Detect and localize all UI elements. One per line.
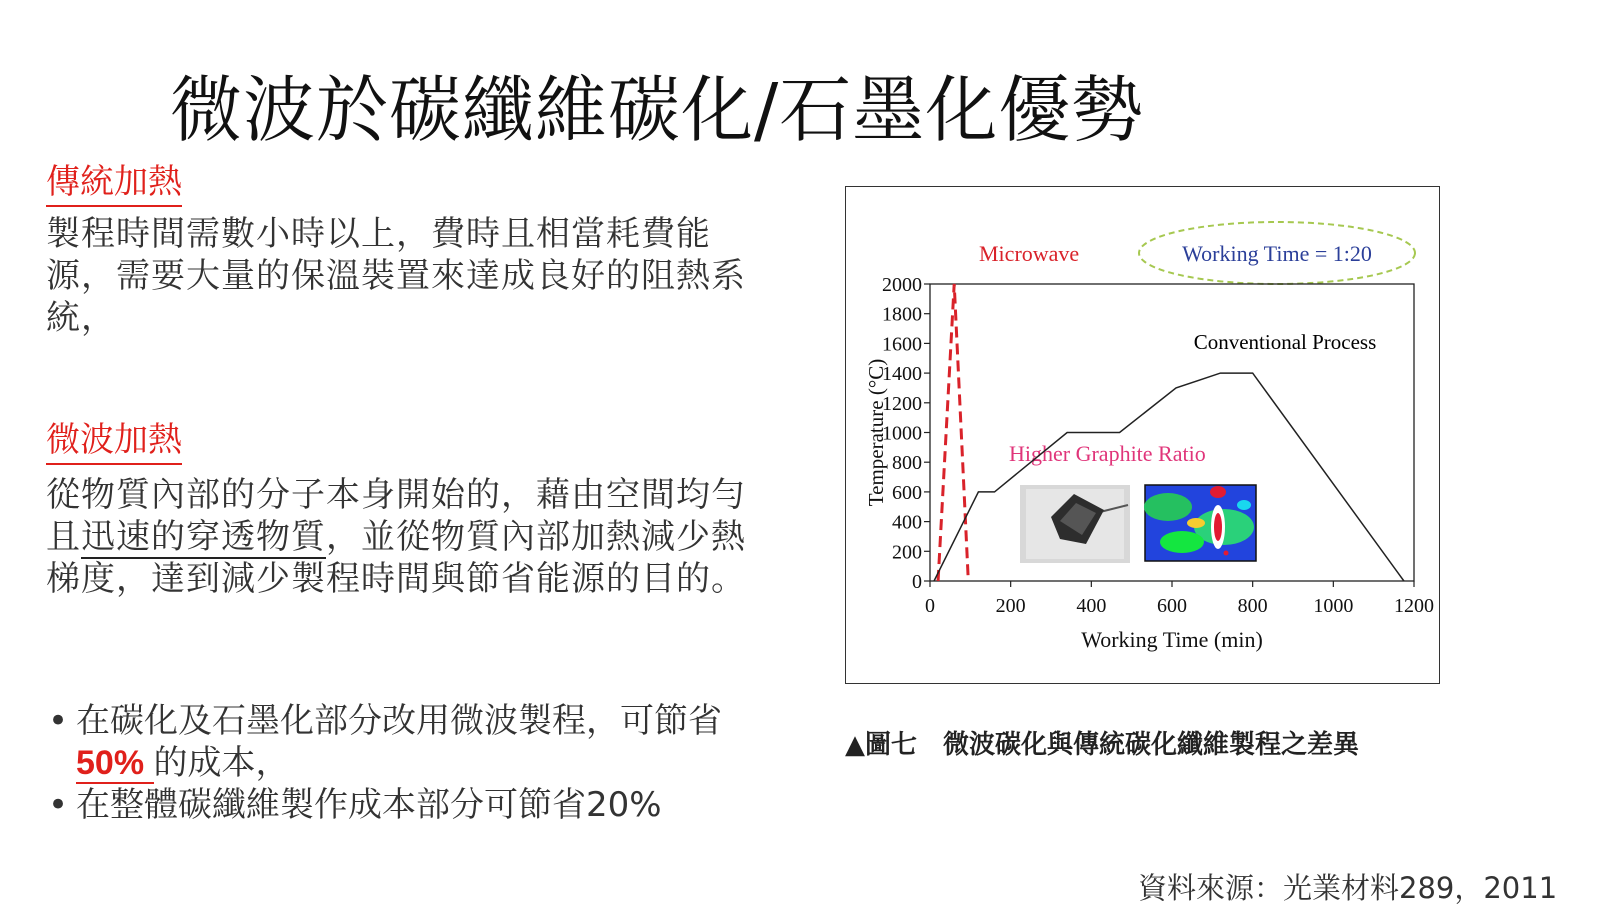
x-tick-label: 800: [1237, 595, 1268, 617]
benefit-bullets: [46, 700, 786, 826]
y-axis-label: Temperature (°C): [864, 358, 888, 507]
y-tick-label: 800: [892, 452, 922, 475]
x-tick-label: 200: [995, 595, 1026, 617]
source-citation: 資料來源：光業材料289，2011: [1138, 871, 1558, 905]
y-tick-label: 1600: [882, 333, 922, 356]
y-tick-label: 200: [892, 541, 922, 564]
microwave-text-part2: ，並從物質內部加熱減少熱梯度，達到減少製程時間與節省能源的目的。: [46, 517, 746, 599]
bullet1-highlight: 50%: [76, 744, 154, 782]
microwave-text-part1: 從物質內部的分子本身開始的，藉由空間均勻且: [46, 475, 746, 557]
conventional-heating-text: 製程時間需數小時以上，費時且相當耗費能源，需要大量的保溫裝置來達成良好的阻熱系統，: [46, 214, 746, 338]
fiber-photo-image: [1020, 485, 1130, 563]
figure-caption: ▲圖七 微波碳化與傳統碳化纖維製程之差異: [845, 730, 1359, 760]
y-tick-label: 600: [892, 481, 922, 504]
y-tick-label: 1200: [882, 392, 922, 415]
slide-title: 微波於碳纖維碳化/石墨化優勢: [170, 68, 1145, 152]
x-tick-label: 600: [1157, 595, 1187, 617]
working-time-label: Working Time = 1:20: [1182, 241, 1372, 266]
x-axis-label: Working Time (min): [1081, 627, 1263, 652]
y-tick-label: 1400: [882, 363, 922, 386]
microwave-text-underlined: 迅速的穿透物質: [81, 517, 326, 557]
graphite-heatmap-image: [1144, 485, 1256, 561]
heading-conventional-heating: 傳統加熱: [46, 154, 182, 207]
x-tick-label: 0: [925, 595, 935, 617]
y-tick-label: 0: [912, 571, 922, 593]
process-comparison-figure: [845, 186, 1440, 684]
series-line-microwave: [938, 284, 968, 581]
bullet1-post: 的成本，: [153, 743, 290, 783]
x-tick-label: 1200: [1394, 595, 1434, 617]
temperature-time-chart: [846, 187, 1438, 682]
conventional-label: Conventional Process: [1193, 330, 1377, 354]
microwave-label: Microwave: [979, 241, 1080, 266]
x-tick-label: 1000: [1313, 595, 1354, 617]
y-tick-label: 1000: [882, 422, 922, 445]
y-tick-label: 2000: [882, 274, 922, 296]
y-tick-label: 1800: [882, 303, 922, 326]
bullet1-pre: 在碳化及石墨化部分改用微波製程，可節省: [76, 701, 722, 741]
graphite-ratio-label: Higher Graphite Ratio: [1009, 441, 1206, 466]
heading-microwave-heating: 微波加熱: [46, 412, 182, 465]
x-tick-label: 400: [1076, 595, 1107, 617]
y-tick-label: 400: [892, 511, 922, 534]
bullet-cost-saving-50: [46, 700, 786, 784]
microwave-heating-text: [46, 474, 761, 600]
bullet-cost-saving-20: • 在整體碳纖維製作成本部分可節省20%: [46, 784, 786, 826]
